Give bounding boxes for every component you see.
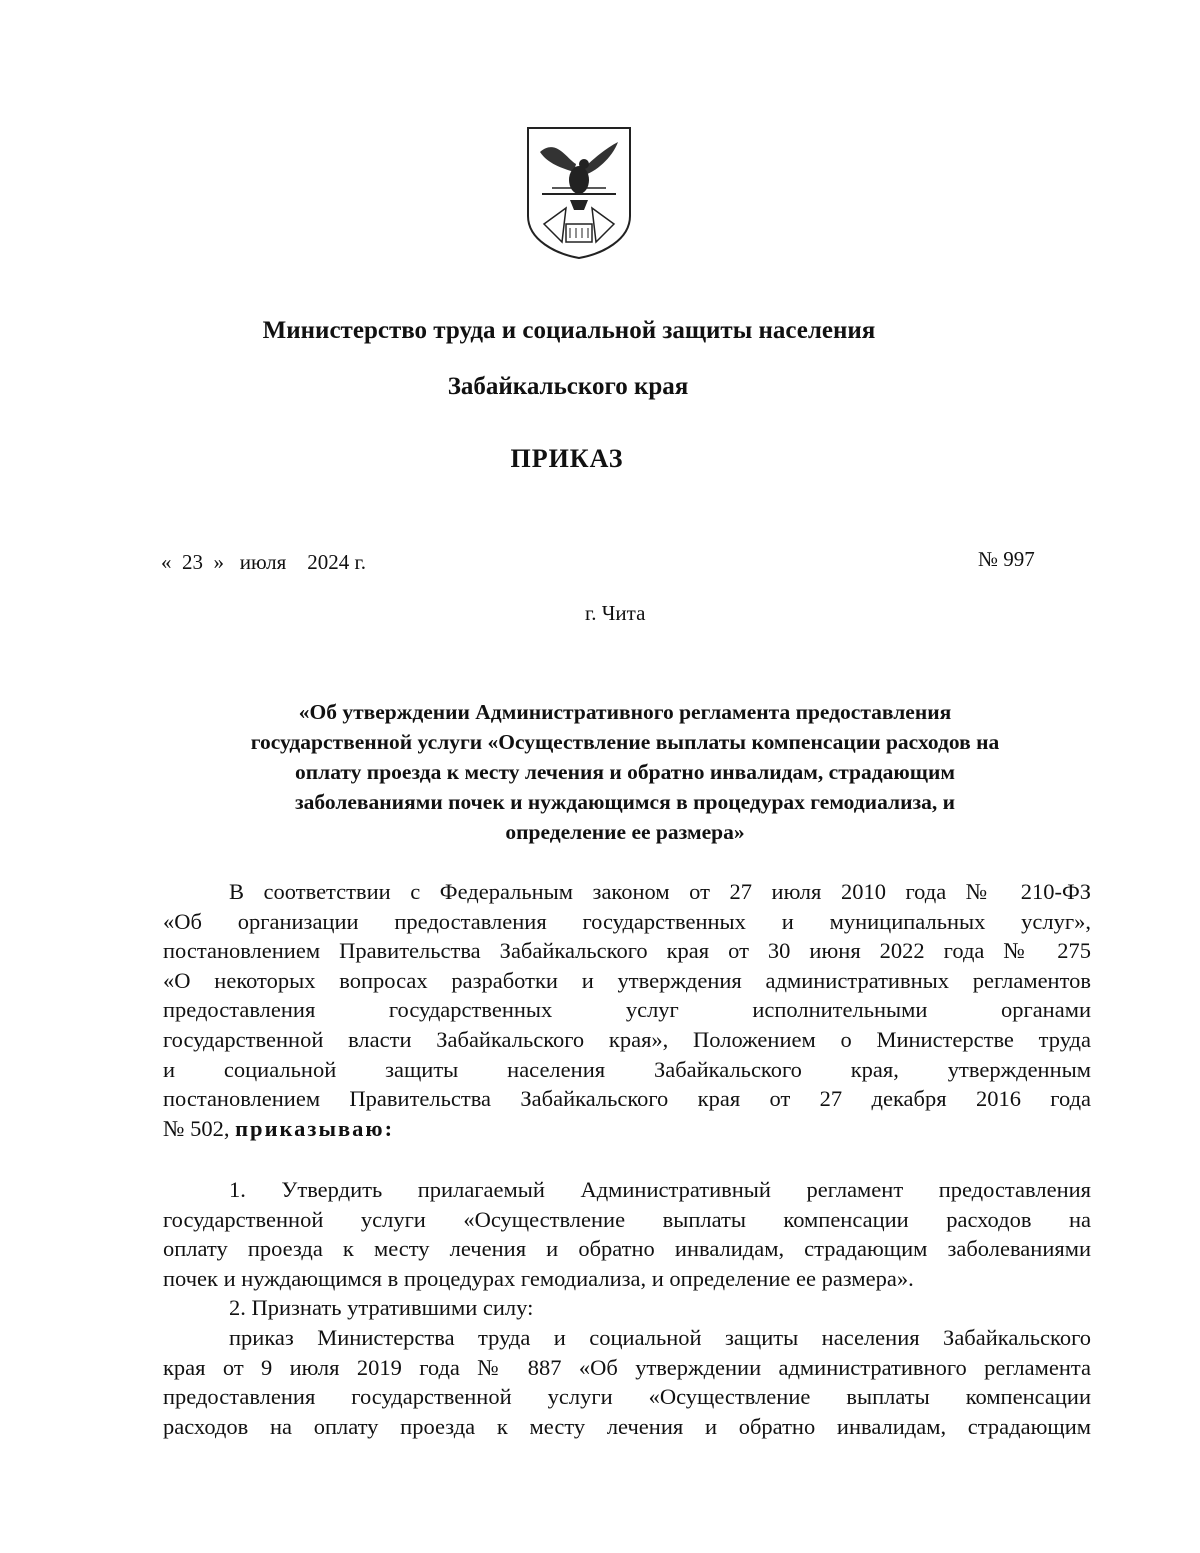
text-line: «Об организации предоставления государственных и муниципальных услуг», bbox=[163, 908, 1091, 934]
title-line: оплату проезда к месту лечения и обратно инвалидам, страдающим bbox=[295, 760, 955, 784]
document-date: « 23 » июля 2024 г. bbox=[161, 550, 367, 574]
document-type: ПРИКАЗ bbox=[510, 444, 624, 473]
preamble-paragraph bbox=[163, 877, 1091, 1143]
text-line: расходов на оплату проезда к месту лечения и обратно инвалидам, страдающим bbox=[163, 1413, 1091, 1439]
region-name: Забайкальского края bbox=[447, 373, 689, 400]
text-line bbox=[163, 1114, 1091, 1144]
text-line: предоставления государственных услуг исполнительными органами bbox=[163, 997, 1091, 1023]
text-line: предоставления государственной услуги «Осуществление выплаты компенсации bbox=[163, 1384, 1091, 1410]
title-line: «Об утверждении Административного регламента предоставления bbox=[298, 700, 952, 724]
text-line: почек и нуждающимся в процедурах гемодиализа, и определение ее размера». bbox=[163, 1265, 914, 1291]
title-line: определение ее размера» bbox=[505, 820, 745, 844]
text-line: государственной власти Забайкальского края», Положением о Министерстве труда bbox=[163, 1026, 1091, 1052]
order-word: приказываю: bbox=[235, 1115, 395, 1141]
ministry-name: Министерство труда и социальной защиты населения bbox=[262, 317, 876, 344]
text-line: 1. Утвердить прилагаемый Административный регламент предоставления bbox=[229, 1177, 1091, 1202]
text-line: В соответствии с Федеральным законом от 27 июля 2010 года № 210-ФЗ bbox=[229, 879, 1091, 904]
text-line: приказ Министерства труда и социальной защиты населения Забайкальского bbox=[229, 1324, 1091, 1350]
text-line: «О некоторых вопросах разработки и утверждения административных регламентов bbox=[163, 967, 1091, 993]
text-line: и социальной защиты населения Забайкальского края, утвержденным bbox=[163, 1056, 1091, 1082]
document-title bbox=[160, 697, 1090, 847]
title-line: заболеваниями почек и нуждающимся в процедурах гемодиализа, и bbox=[295, 790, 955, 814]
text-line: края от 9 июля 2019 года № 887 «Об утверждении административного регламента bbox=[163, 1354, 1091, 1380]
coat-of-arms-icon bbox=[522, 124, 636, 260]
order-items bbox=[163, 1175, 1091, 1441]
document-number: № 997 bbox=[978, 547, 1035, 571]
decree-number: № 502, bbox=[163, 1115, 236, 1141]
title-line: государственной услуги «Осуществление выплаты компенсации расходов на bbox=[250, 730, 1000, 754]
text-line: постановлением Правительства Забайкальского края от 30 июня 2022 года № 275 bbox=[163, 938, 1091, 964]
text-line: оплату проезда к месту лечения и обратно инвалидам, страдающим заболеваниями bbox=[163, 1236, 1091, 1262]
document-city: г. Чита bbox=[585, 601, 646, 625]
text-line: постановлением Правительства Забайкальского края от 27 декабря 2016 года bbox=[163, 1086, 1091, 1112]
text-line: 2. Признать утратившими силу: bbox=[229, 1295, 534, 1321]
text-line: государственной услуги «Осуществление выплаты компенсации расходов на bbox=[163, 1206, 1091, 1232]
